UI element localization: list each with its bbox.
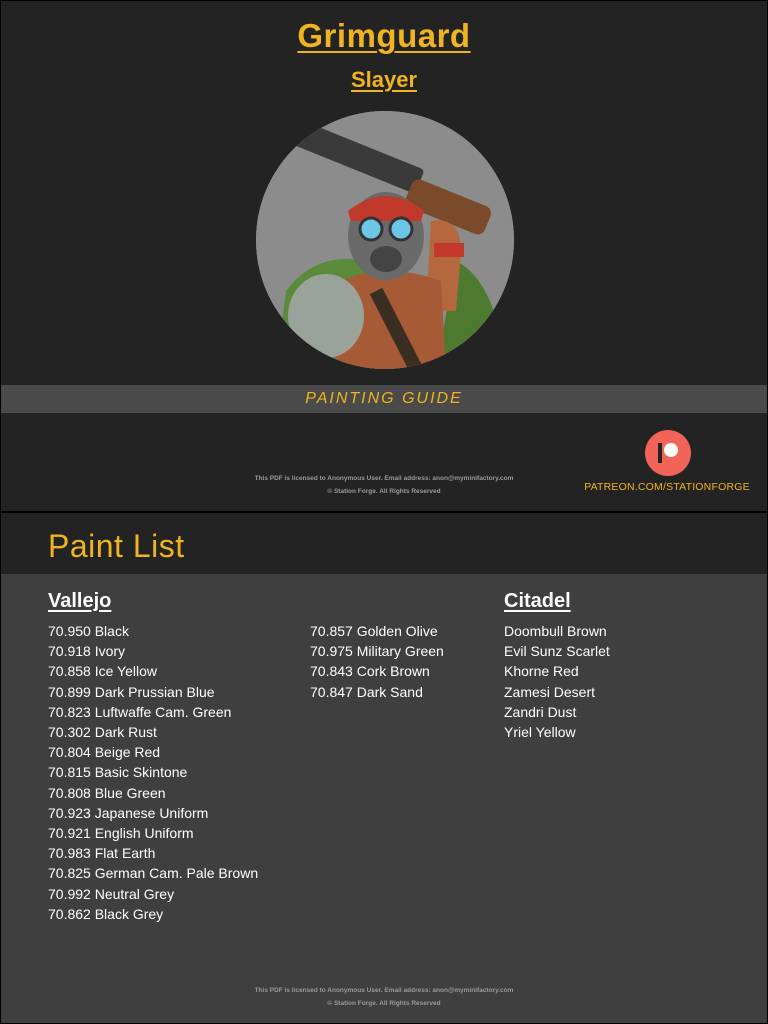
paint-item: 70.992 Neutral Grey (48, 885, 175, 902)
patreon-icon[interactable] (645, 430, 691, 476)
paint-item: 70.302 Dark Rust (48, 724, 157, 741)
paint-list-page (1, 513, 767, 1023)
paint-item: 70.815 Basic Skintone (48, 764, 188, 781)
paint-item: 70.847 Dark Sand (310, 683, 423, 700)
paint-item: Khorne Red (504, 663, 579, 680)
painting-guide-banner: PAINTING GUIDE (1, 385, 767, 413)
paint-item: 70.857 Golden Olive (310, 623, 438, 639)
citadel-column (504, 589, 734, 742)
patreon-link[interactable]: PATREON.COM/STATIONFORGE (584, 481, 750, 493)
paint-item: Zamesi Desert (504, 683, 596, 700)
citadel-list (504, 621, 734, 742)
paint-item: 70.918 Ivory (48, 643, 126, 660)
vallejo-heading: Vallejo (48, 590, 112, 612)
paint-item: Evil Sunz Scarlet (504, 643, 610, 660)
model-title: Grimguard (297, 17, 471, 54)
paint-list-heading: Paint List (48, 528, 185, 564)
paint-list-header (1, 513, 767, 574)
vallejo-column-2 (310, 621, 500, 702)
copyright-text: © Station Forge. All Rights Reserved (327, 488, 441, 495)
cover-page (1, 1, 767, 511)
paint-item: Yriel Yellow (504, 724, 576, 741)
license-text: This PDF is licensed to Anonymous User. Email address: anon@myminifactory.com (254, 987, 514, 994)
license-notice (1, 984, 767, 1010)
citadel-heading: Citadel (504, 590, 571, 612)
paint-item: 70.804 Beige Red (48, 744, 161, 761)
model-subtitle: Slayer (350, 67, 418, 92)
vallejo-list-2 (310, 621, 500, 702)
paint-item: 70.983 Flat Earth (48, 845, 156, 862)
paint-item: 70.823 Luftwaffe Cam. Green (48, 703, 232, 720)
miniature-portrait-image (256, 111, 514, 369)
license-text: This PDF is licensed to Anonymous User. Email address: anon@myminifactory.com (254, 475, 514, 482)
vallejo-column (48, 589, 308, 924)
copyright-text: © Station Forge. All Rights Reserved (327, 1000, 441, 1007)
paint-item: 70.808 Blue Green (48, 784, 166, 801)
paint-item: Doombull Brown (504, 623, 607, 639)
paint-item: 70.858 Ice Yellow (48, 663, 157, 680)
paint-item: Zandri Dust (504, 703, 577, 720)
paint-item: 70.843 Cork Brown (310, 663, 430, 680)
paint-item: 70.950 Black (48, 623, 129, 639)
paint-item: 70.899 Dark Prussian Blue (48, 683, 215, 700)
paint-item: 70.825 German Cam. Pale Brown (48, 865, 259, 882)
paint-item: 70.921 English Uniform (48, 825, 194, 842)
paint-item: 70.923 Japanese Uniform (48, 804, 209, 821)
paint-item: 70.975 Military Green (310, 643, 444, 660)
vallejo-list (48, 621, 308, 924)
paint-item: 70.862 Black Grey (48, 905, 164, 922)
